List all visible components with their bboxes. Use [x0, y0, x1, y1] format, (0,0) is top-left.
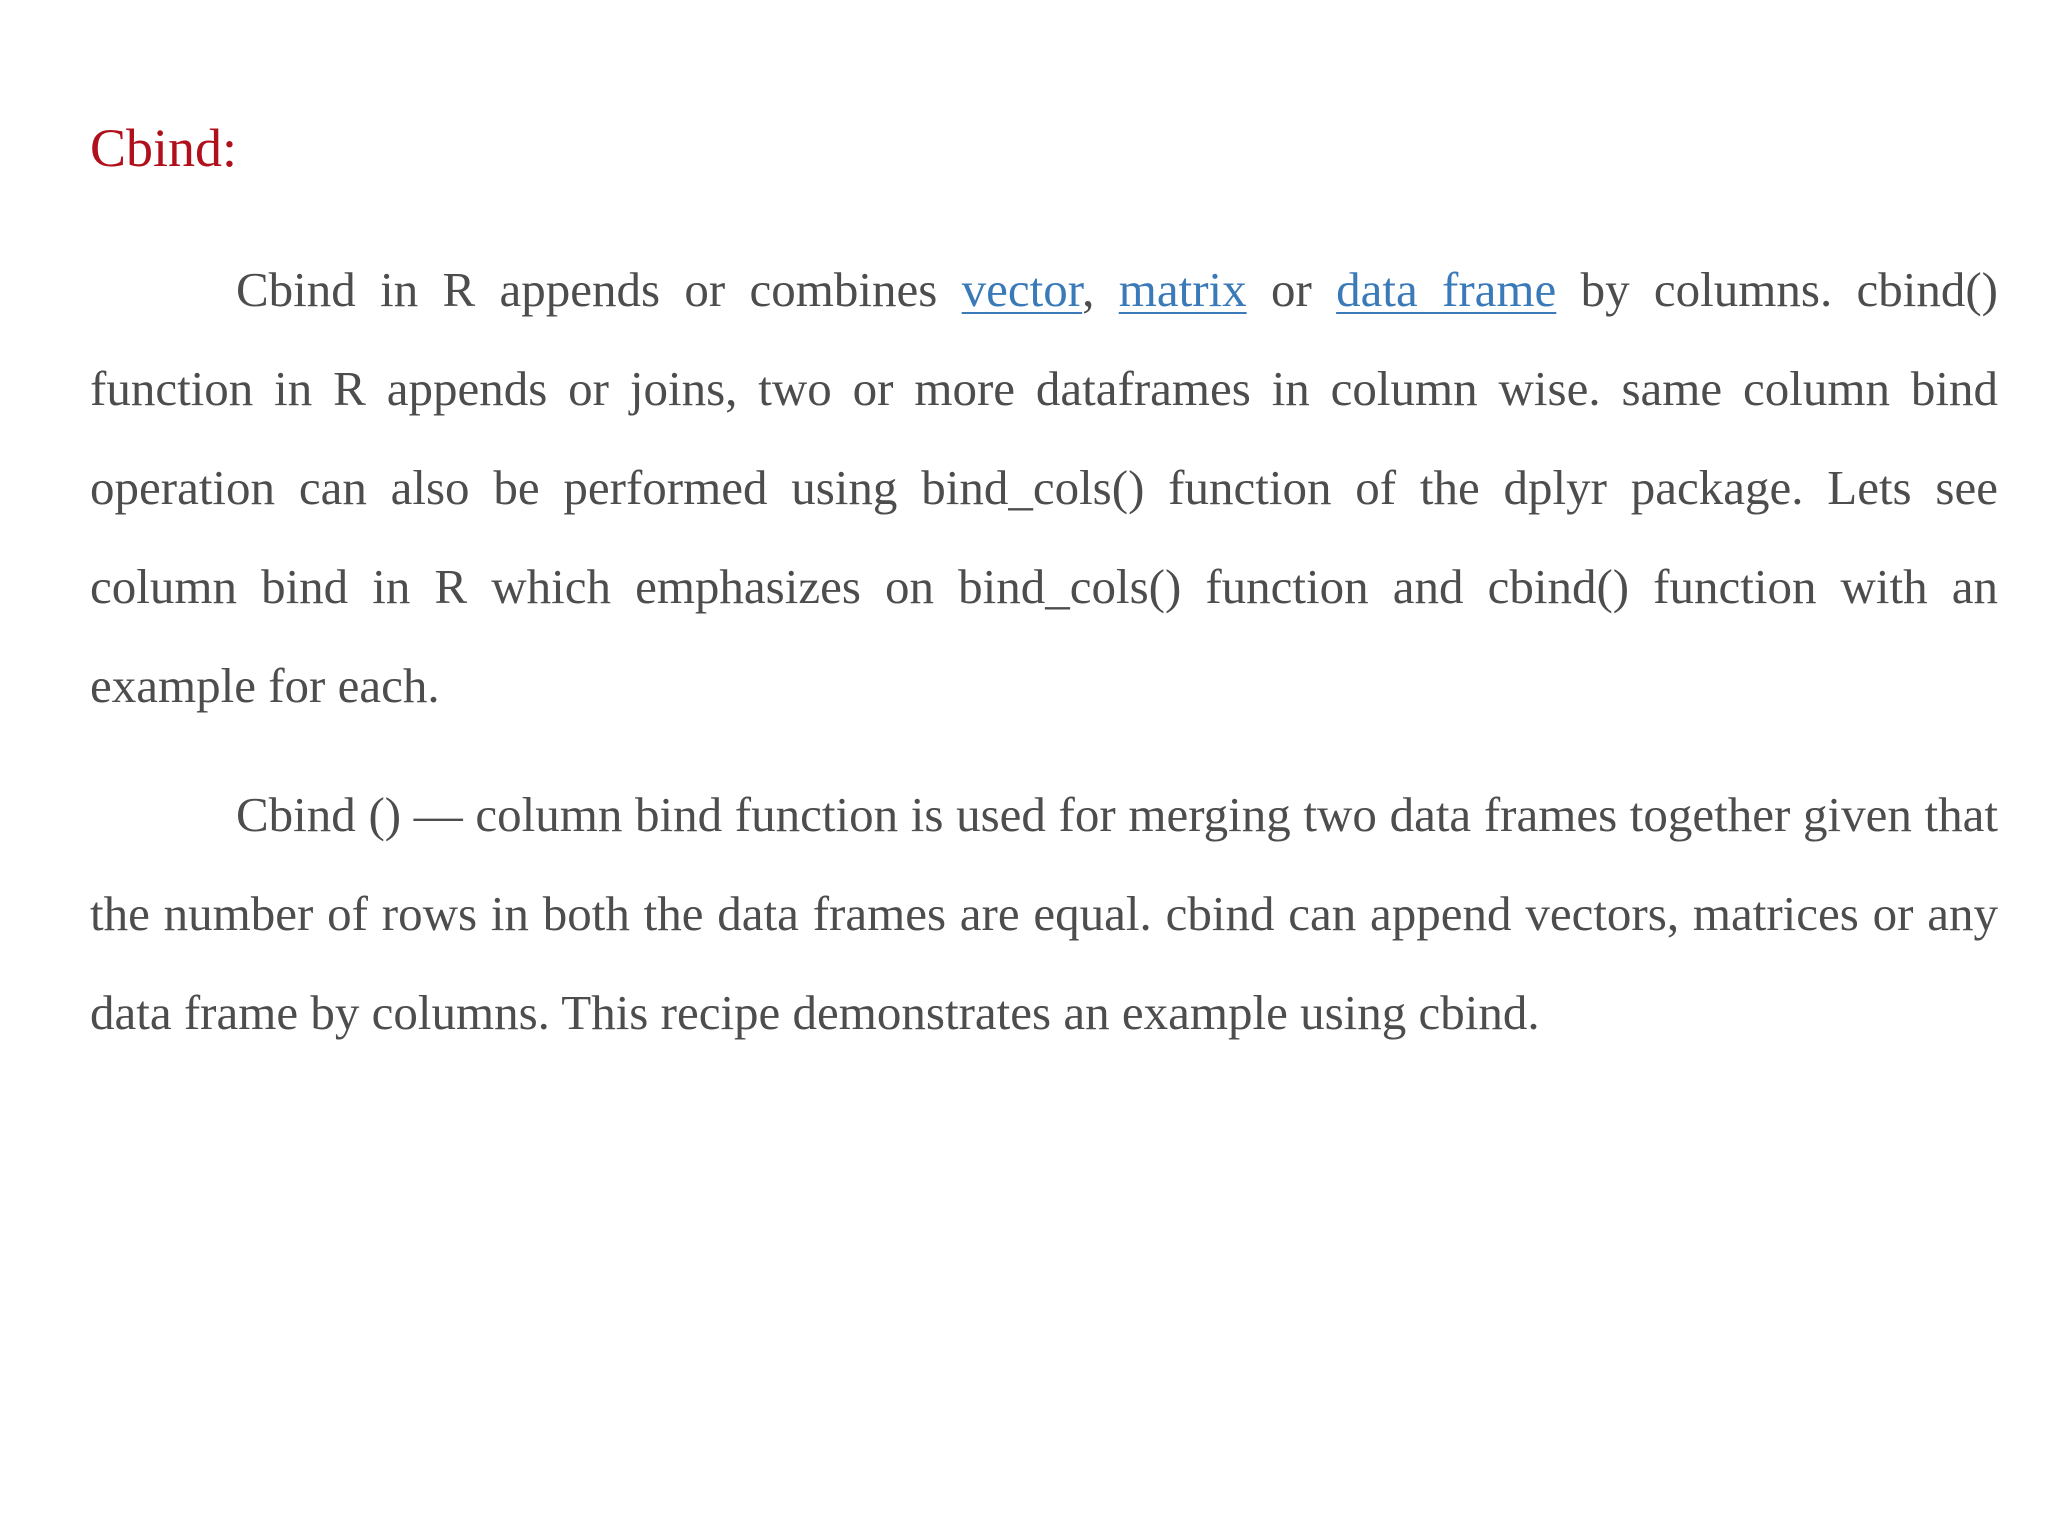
paragraph-intro-separator-comma: ,: [1082, 262, 1119, 317]
paragraph-intro-separator-or: or: [1246, 262, 1337, 317]
link-vector[interactable]: vector: [961, 262, 1083, 317]
document-page: [90, 108, 1998, 1092]
link-matrix[interactable]: matrix: [1118, 262, 1247, 317]
paragraph-intro-text-end: by columns. cbind() function in R appends or joins, two or more dataframes in column wise. same column bind operation can also be performed using bind_cols() function of the dplyr package. Lets see column bind in R which emphasizes on bind_cols() function and cbind() function with an example for each.: [90, 262, 1999, 713]
section-heading: Cbind:: [90, 118, 238, 178]
paragraph-cbind-description: Cbind () — column bind function is used for merging two data frames together given that the number of rows in both the data frames are equal. cbind can append vectors, matrices or any data frame by columns. This recipe demonstrates an example using cbind.: [90, 787, 1998, 1040]
link-data-frame[interactable]: data frame: [1336, 262, 1557, 317]
paragraph-intro-text-start: Cbind in R appends or combines: [236, 262, 962, 317]
paragraph-intro: [90, 240, 1998, 735]
